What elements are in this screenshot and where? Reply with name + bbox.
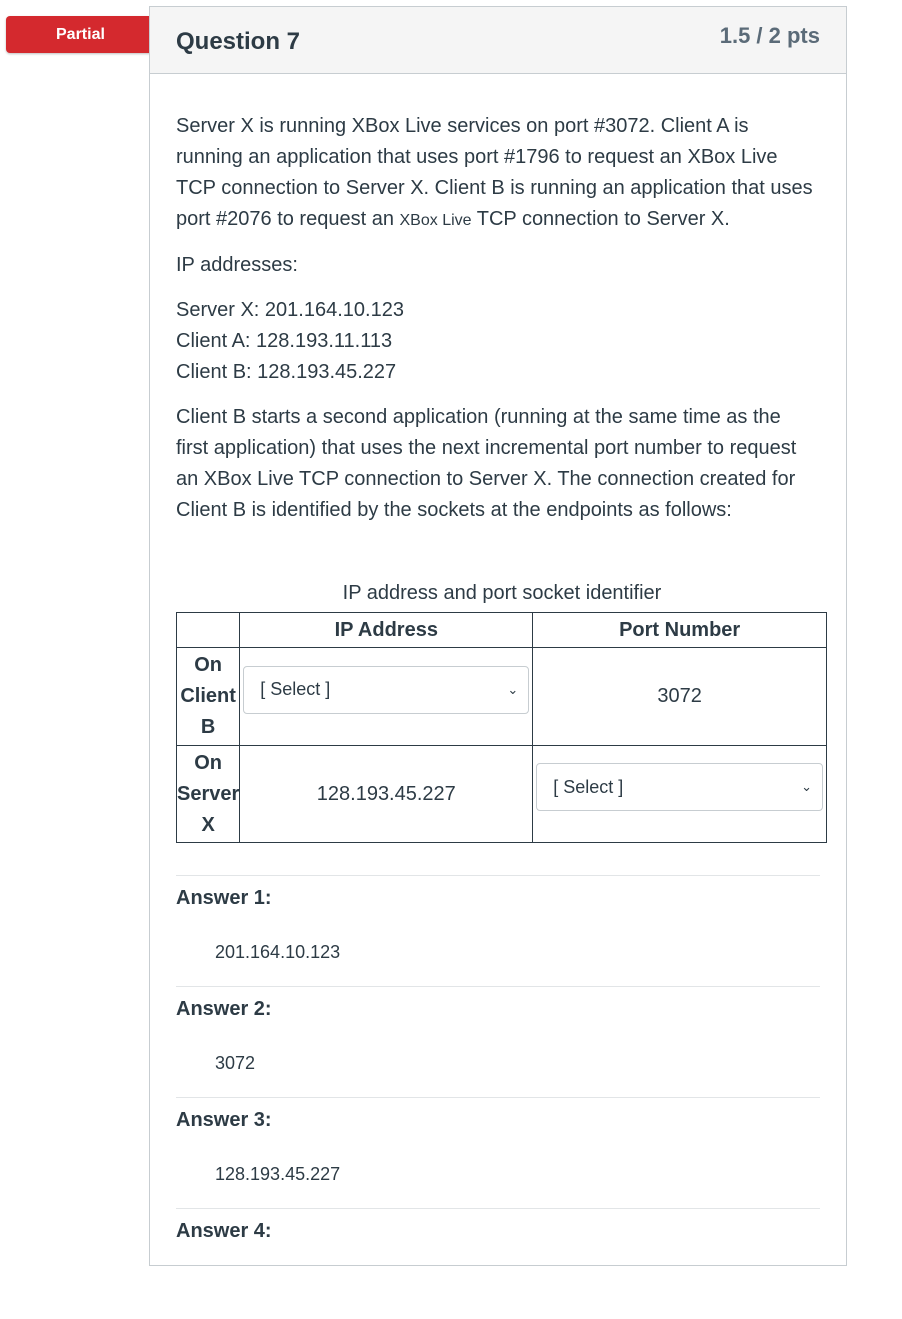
row-head-server-x: On Server X [177, 746, 240, 843]
client-b-ip-select[interactable]: [ Select ] ⌄ [243, 666, 529, 714]
answer-item [176, 875, 820, 986]
socket-table [176, 612, 827, 843]
table-header-ip: IP Address [240, 613, 533, 648]
answer-item [176, 1097, 820, 1208]
server-x-port-select[interactable]: [ Select ] ⌄ [536, 763, 823, 811]
partial-badge [6, 16, 154, 53]
question-paragraph-3: Client B starts a second application (running at the same time as the first application) that uses the next incremental port number to request an XBox Live TCP connection to Server X. The connection created for Client B is identified by the sockets at the endpoints as follows: [176, 406, 797, 521]
question-paragraph-1: Server X is running XBox Live services on port #3072. Client A is running an application that uses port #1796 to request an XBox Live TCP connection to Server X. Client B is running an application that uses port #2076 to request an XBox Live TCP connection to Server X. [176, 115, 813, 230]
table-row [177, 746, 827, 843]
answers-list [176, 875, 820, 1319]
answer-label: Answer 2: [176, 998, 272, 1020]
table-header-empty [177, 613, 240, 648]
answer-label: Answer 1: [176, 887, 272, 909]
server-x-port-cell [533, 746, 827, 843]
chevron-down-icon: ⌄ [801, 779, 812, 794]
question-card [149, 6, 847, 1266]
partial-badge-label: Partial [56, 25, 105, 43]
row-head-client-b: On Client B [177, 648, 240, 746]
ip-addresses-heading: IP addresses: [176, 254, 298, 276]
answer-item [176, 1208, 820, 1319]
server-x-ip: Server X: 201.164.10.123 [176, 299, 404, 321]
client-b-ip-cell [240, 648, 533, 746]
table-header-port: Port Number [533, 613, 827, 648]
client-b-port-cell: 3072 [533, 648, 827, 746]
server-x-ip-cell: 128.193.45.227 [240, 746, 533, 843]
answer-item [176, 986, 820, 1097]
question-text [176, 111, 816, 526]
table-caption: IP address and port socket identifier [342, 582, 662, 604]
question-points: 1.5 / 2 pts [719, 23, 820, 48]
answer-label: Answer 3: [176, 1109, 272, 1131]
client-a-ip: Client A: 128.193.11.113 [176, 330, 393, 352]
table-row [177, 648, 827, 746]
answer-value: 128.193.45.227 [215, 1164, 341, 1184]
question-title: Question 7 [176, 28, 301, 55]
answer-label: Answer 4: [176, 1220, 272, 1242]
answer-value: 201.164.10.123 [215, 942, 341, 962]
answer-value: 3072 [215, 1053, 256, 1073]
client-b-ip: Client B: 128.193.45.227 [176, 361, 397, 383]
question-header [150, 7, 846, 74]
chevron-down-icon: ⌄ [507, 681, 519, 697]
table-header-row [177, 613, 827, 648]
